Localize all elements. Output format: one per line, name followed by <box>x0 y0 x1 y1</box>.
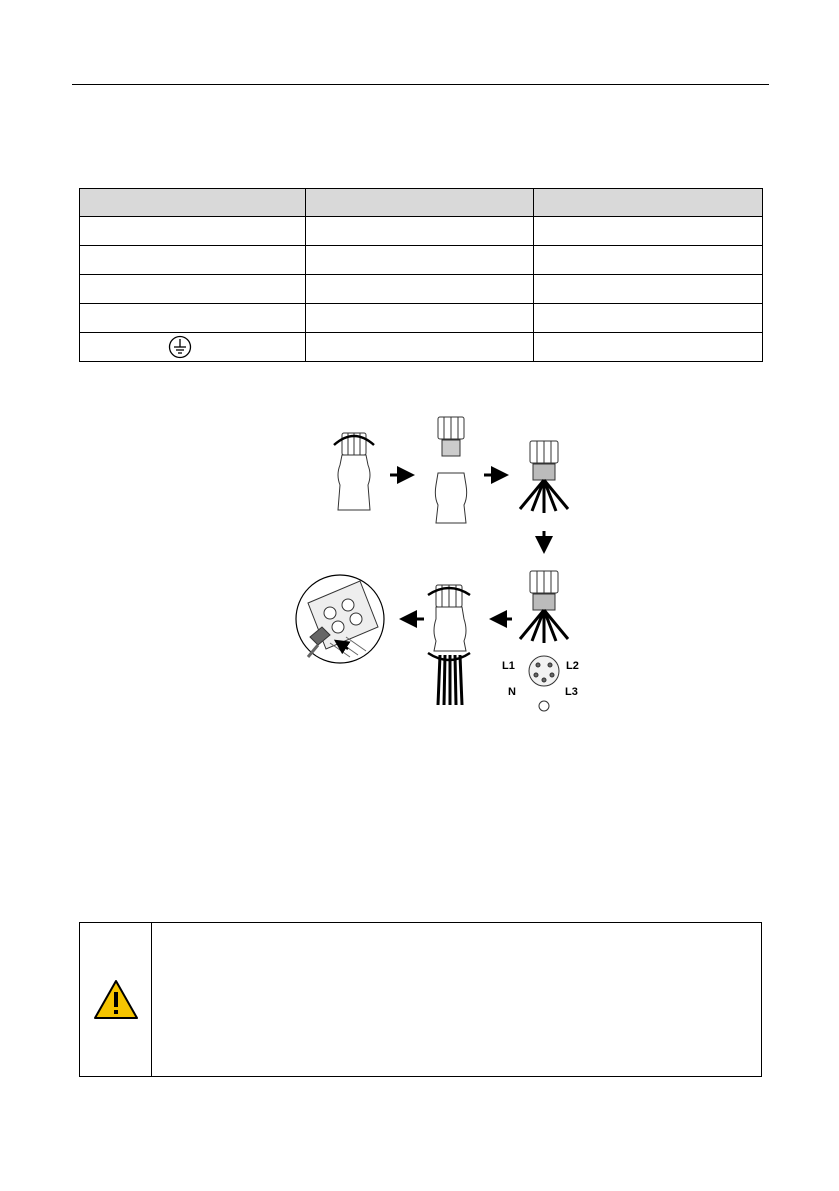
ac-wiring-table <box>79 188 763 362</box>
header-cell <box>534 189 763 217</box>
inverter-install-figure <box>296 575 384 663</box>
terminal-label-n: N <box>508 686 516 698</box>
ac-connector-assembly-diagram <box>290 405 590 725</box>
table-cell <box>534 333 763 362</box>
table-cell <box>80 246 306 275</box>
ground-symbol-icon <box>168 335 192 359</box>
table-cell <box>306 333 534 362</box>
header-rule <box>72 84 769 85</box>
warning-divider <box>151 923 152 1076</box>
table-cell <box>534 246 763 275</box>
terminal-label-l2: L2 <box>566 660 579 672</box>
warning-box <box>79 922 762 1077</box>
table-cell <box>80 217 306 246</box>
wires-inserted-figure <box>520 441 568 513</box>
table-cell <box>80 304 306 333</box>
table-cell <box>306 217 534 246</box>
header-cell <box>80 189 306 217</box>
table-cell <box>306 275 534 304</box>
connector-closed-figure <box>334 433 374 510</box>
table-header-row <box>80 189 763 217</box>
table-cell <box>306 246 534 275</box>
table-cell <box>534 275 763 304</box>
table-row <box>80 333 763 362</box>
header-cell <box>306 189 534 217</box>
table-cell <box>534 217 763 246</box>
connector-separated-figure <box>435 417 466 523</box>
terminal-label-l1: L1 <box>502 660 515 672</box>
connector-tightened-figure <box>428 585 470 705</box>
terminal-label-l3: L3 <box>565 686 578 698</box>
warning-triangle-icon <box>93 979 139 1020</box>
table-row <box>80 275 763 304</box>
table-row <box>80 246 763 275</box>
table-cell <box>80 275 306 304</box>
table-cell <box>534 304 763 333</box>
wires-to-terminals-figure <box>520 571 568 711</box>
table-row <box>80 217 763 246</box>
table-cell <box>306 304 534 333</box>
table-cell <box>80 333 306 362</box>
table-row <box>80 304 763 333</box>
